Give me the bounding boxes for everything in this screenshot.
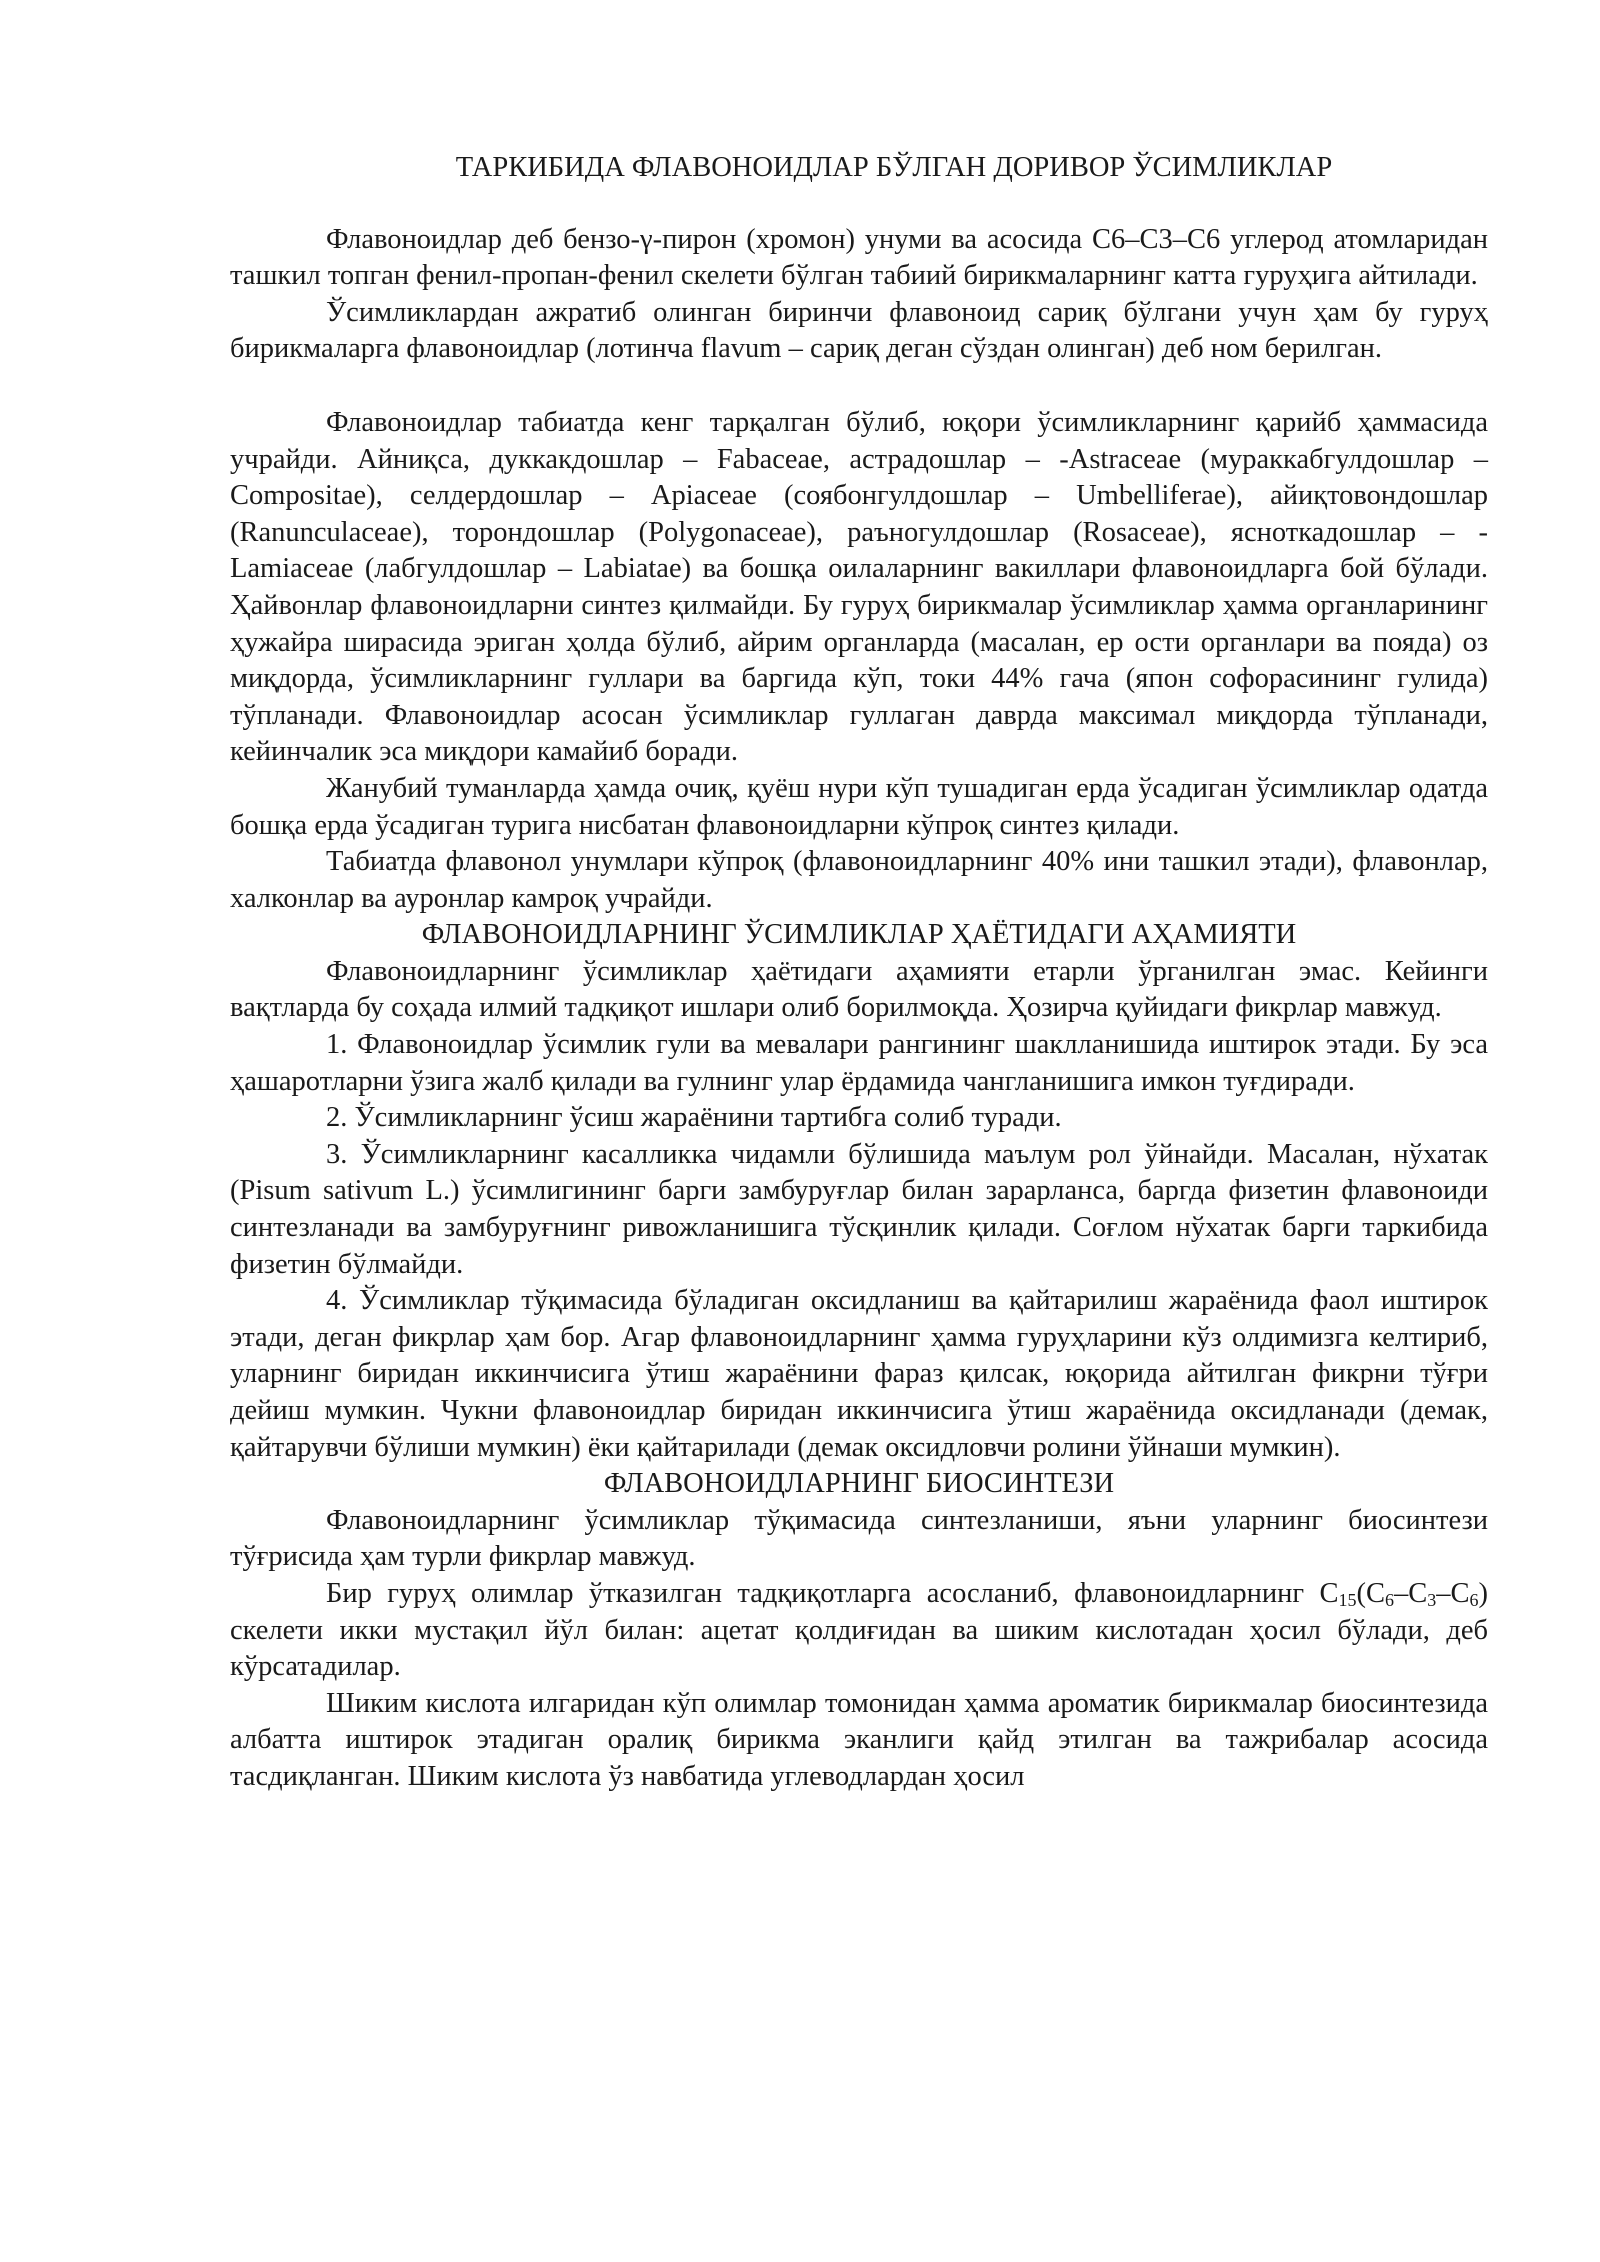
intro-paragraph-1: Флавоноидлар деб бензо-γ-пирон (хромон) унуми ва асосида С6–С3–С6 углерод атомларидан ташкил топган фенил-пропан-фенил скелети бўлган табиий бирикмаларнинг катта гуруҳига айтилади. [230,223,1488,292]
subscript: 15 [1338,1589,1357,1610]
subscript: 6 [1384,1589,1394,1610]
importance-item-1: 1. Флавоноидлар ўсимлик гули ва мевалари рангининг шаклланишида иштирок этади. Бу эса ҳашаротларни ўзига жалб қилади ва гулнинг улар ёрдамида чангланишига имкон туғдиради. [230,1029,1488,1097]
text-run: ) скелети икки мустақил йўл билан: ацетат қолдиғидан ва шиким кислотадан ҳосил бўлади, деб кўрсатадилар. [230,1577,1488,1683]
intro-paragraph-3: Флавоноидлар табиатда кенг тарқалган бўлиб, юқори ўсимликларнинг қарийб ҳаммасида учрайди. Айниқса, дуккакдошлар – Fabaceae, астрадошлар – -Astraceae (мураккабгулдошлар – Compositae), селдердошлар – Apiaceae (соябонгулдошлар – Umbelliferae), айиқтовондошлар (Ranunculaceae), торондошлар (Polygonaceae), раъногулдошлар (Rosaceae), ясноткадошлар – -Lamiaceae (лабгулдошлар – Labiatae) ва бошқа оилаларнинг вакиллари флавоноидларга бой бўлади. Ҳайвонлар флавоноидларни синтез қилмайди. Бу гуруҳ бирикмалар ўсимликлар ҳамма органларининг ҳужайра ширасида эриган ҳолда бўлиб, айрим органларда (масалан, ер ости органлари ва пояда) оз миқдорда, ўсимликларнинг гуллари ва баргида кўп, токи 44% гача (япон софорасининг гулида) тўпланади. Флавоноидлар асосан ўсимликлар гуллаган даврда максимал миқдорда тўпланади, кейинчалик эса миқдори камайиб боради. [230,406,1488,768]
biosynthesis-paragraph-3: Шиким кислота илгаридан кўп олимлар томонидан ҳамма ароматик бирикмалар биосинтезида албатта иштирок этадиган оралиқ бирикма эканлиги қайд этилган ва тажрибалар асосида тасдиқланган. Шиким кислота ўз навбатида углеводлардан ҳосил [230,1687,1488,1792]
subscript: 3 [1427,1589,1437,1610]
intro-paragraph-4: Жанубий туманларда ҳамда очиқ, қуёш нури кўп тушадиган ерда ўсадиган ўсимликлар одатда бошқа ерда ўсадиган турига нисбатан флавоноидларни кўпроқ синтез қилади. [230,772,1488,841]
importance-item-2: 2. Ўсимликларнинг ўсиш жараёнини тартибга солиб туради. [326,1102,1062,1134]
section-heading-biosynthesis: ФЛАВОНОИДЛАРНИНГ БИОСИНТЕЗИ [603,1468,1115,1500]
biosynthesis-paragraph-2 [230,1576,1488,1686]
document-page [230,150,1488,1796]
document-title: ТАРКИБИДА ФЛАВОНОИДЛАР БЎЛГАН ДОРИВОР ЎСИМЛИКЛАР [455,152,1333,183]
importance-item-3: 3. Ўсимликларнинг касалликка чидамли бўлишида маълум рол ўйнайди. Масалан, нўхатак (Pisum sativum L.) ўсимлигининг барги замбуруғлар билан зарарланса, баргда физетин флавоноиди синтезланади ва замбуруғнинг ривожланишига тўсқинлик қилади. Соғлом нўхатак барги таркибида физетин бўлмайди. [230,1138,1488,1280]
text-run: (С [1356,1577,1385,1609]
section-heading-importance: ФЛАВОНОИДЛАРНИНГ ЎСИМЛИКЛАР ҲАЁТИДАГИ АҲАМИЯТИ [421,919,1297,951]
intro-paragraph-2: Ўсимликлардан ажратиб олинган биринчи флавоноид сариқ бўлгани учун ҳам бу гуруҳ бирикмаларга флавоноидлар (лотинча flavum – сариқ деган сўздан олинган) деб ном берилган. [230,296,1488,365]
subscript: 6 [1469,1589,1479,1610]
importance-paragraph: Флавоноидларнинг ўсимликлар ҳаётидаги аҳамияти етарли ўрганилган эмас. Кейинги вақтларда бу соҳада илмий тадқиқот ишлари олиб борилмоқда. Ҳозирча қуйидаги фикрлар мавжуд. [230,955,1488,1024]
importance-item-4: 4. Ўсимликлар тўқимасида бўладиган оксидланиш ва қайтарилиш жараёнида фаол иштирок этади, деган фикрлар ҳам бор. Агар флавоноидларнинг ҳамма гуруҳларини кўз олдимизга келтириб, уларнинг биридан иккинчисига ўтиш жараёнини фараз қилсак, юқорида айтилган фикрни тўғри дейиш мумкин. Чукни флавоноидлар биридан иккинчисига ўтиш жараёнида оксидланади (демак, қайтарувчи бўлиши мумкин) ёки қайтарилади (демак оксидловчи ролини ўйнаши мумкин). [230,1285,1488,1463]
text-run: –С [1436,1577,1470,1609]
text-run: –С [1393,1577,1428,1609]
text-run: Бир гуруҳ олимлар ўтказилган тадқиқотларга асосланиб, флавоноидларнинг С [326,1577,1339,1609]
intro-paragraph-5: Табиатда флавонол унумлари кўпроқ (флавоноидларнинг 40% ини ташкил этади), флавонлар, халконлар ва ауронлар камроқ учрайди. [230,846,1488,914]
biosynthesis-paragraph-1: Флавоноидларнинг ўсимликлар тўқимасида синтезланиши, яъни уларнинг биосинтези тўғрисида ҳам турли фикрлар мавжуд. [230,1504,1488,1573]
paragraph-gap [230,368,1488,405]
